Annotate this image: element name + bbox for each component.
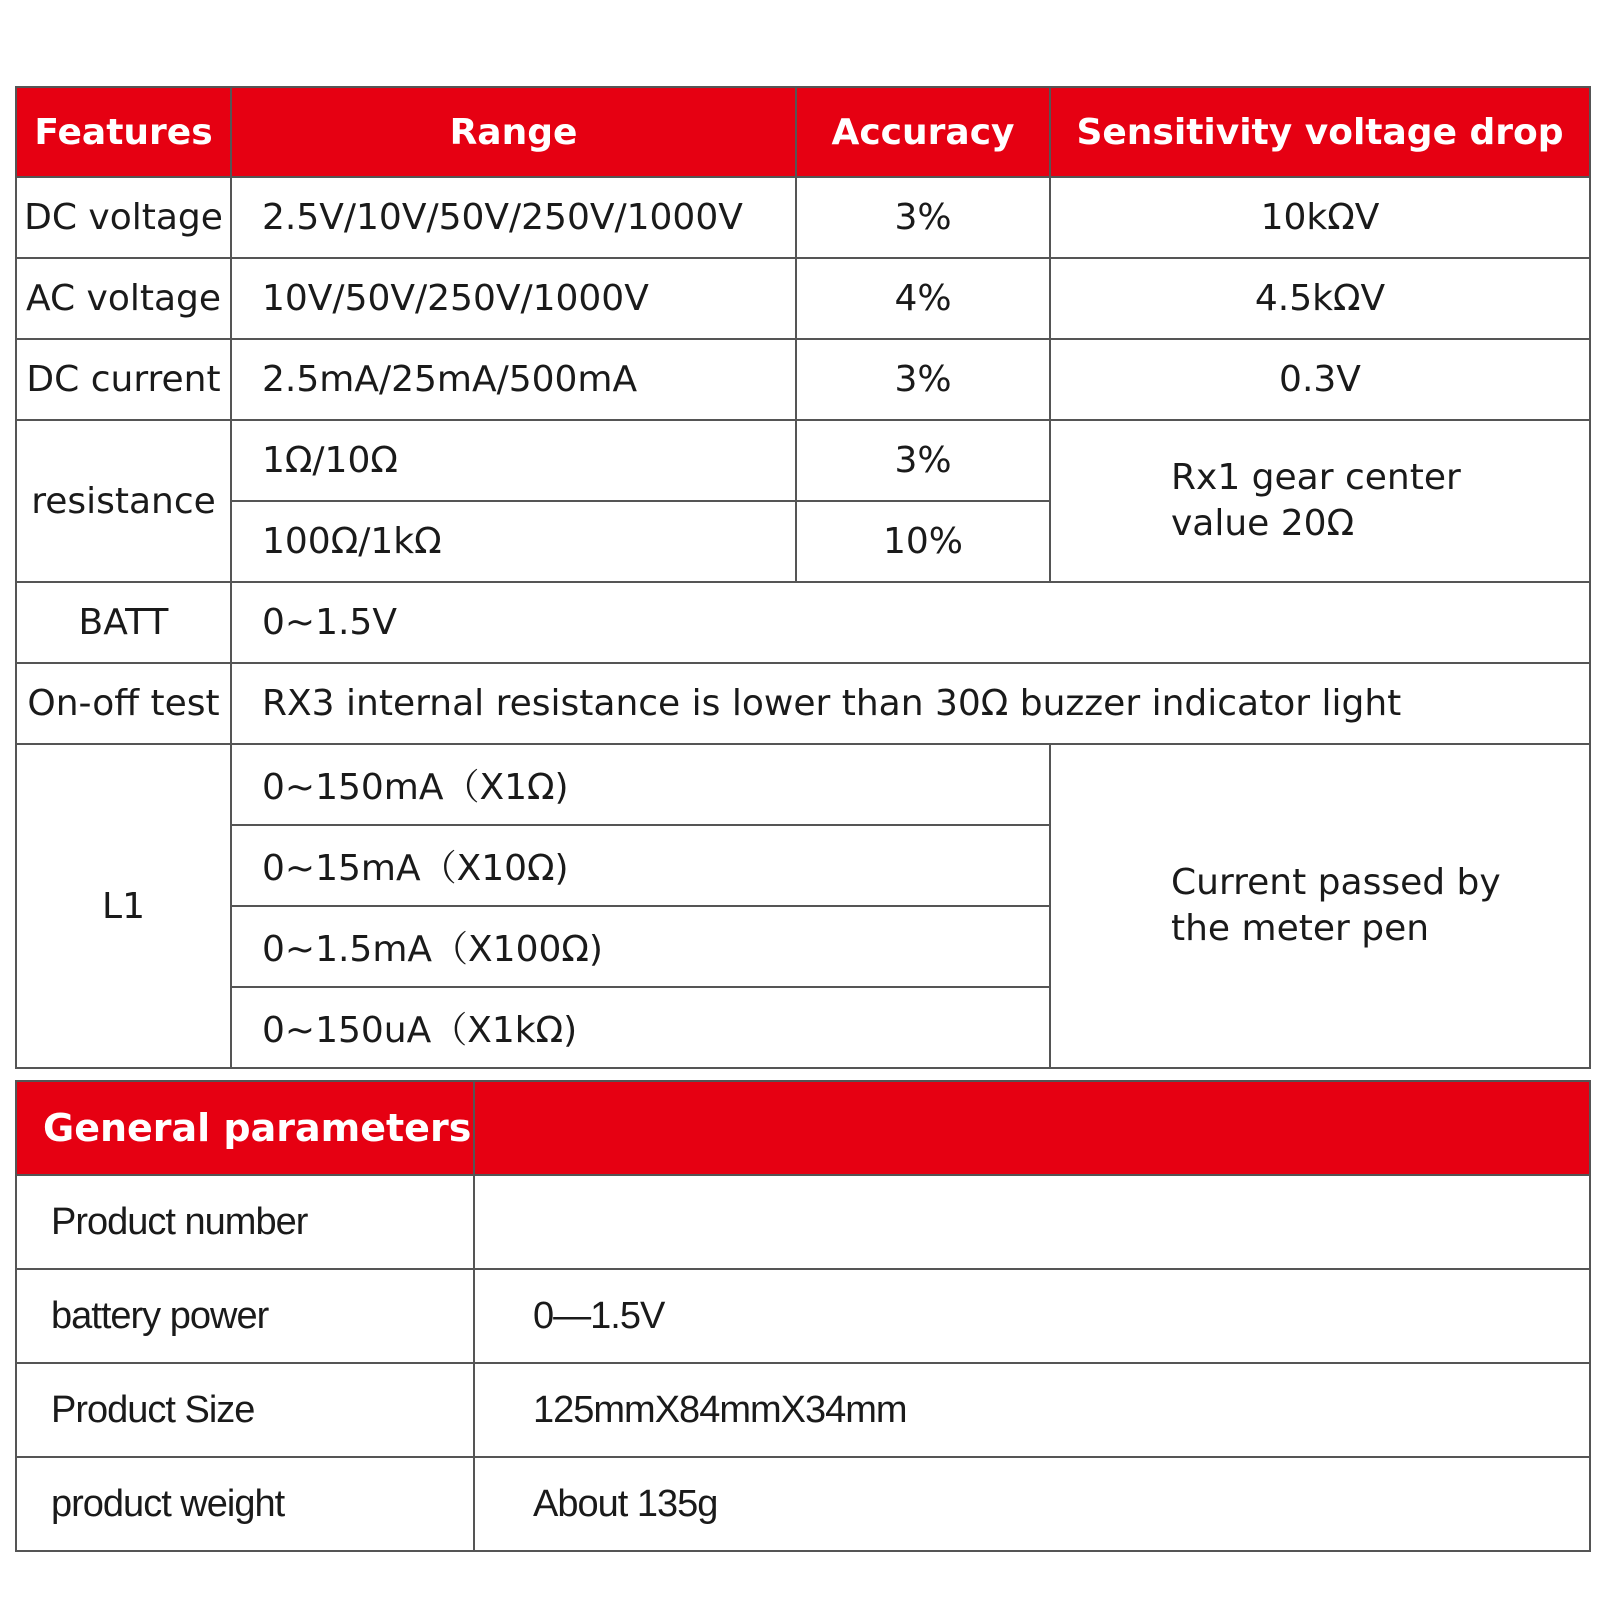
feature-cell: BATT: [16, 582, 231, 663]
range-cell: 0~15mA（X10Ω): [231, 825, 1050, 906]
table-row: [16, 663, 1590, 744]
general-header: General parameters: [16, 1081, 474, 1175]
table-row: [16, 1269, 1590, 1363]
range-cell: 2.5mA/25mA/500mA: [231, 339, 796, 420]
range-cell: 1Ω/10Ω: [231, 420, 796, 501]
header-range: Range: [231, 87, 796, 177]
accuracy-cell: 10%: [796, 501, 1050, 582]
sensitivity-cell: [1050, 420, 1590, 582]
table-row: [16, 1457, 1590, 1551]
general-table: [15, 1080, 1591, 1552]
table-row: [16, 258, 1590, 339]
sensitivity-cell: 4.5kΩV: [1050, 258, 1590, 339]
accuracy-cell: 4%: [796, 258, 1050, 339]
param-value: [474, 1175, 1590, 1269]
param-key: product weight: [16, 1457, 474, 1551]
spec-header-row: [16, 87, 1590, 177]
range-cell: RX3 internal resistance is lower than 30Ω buzzer indicator light: [231, 663, 1590, 744]
feature-cell: DC voltage: [16, 177, 231, 258]
table-row: [16, 339, 1590, 420]
feature-cell: resistance: [16, 420, 231, 582]
param-key: Product number: [16, 1175, 474, 1269]
param-value: About 135g: [474, 1457, 1590, 1551]
header-accuracy: Accuracy: [796, 87, 1050, 177]
range-cell: 10V/50V/250V/1000V: [231, 258, 796, 339]
accuracy-cell: 3%: [796, 177, 1050, 258]
note-line: the meter pen: [1171, 908, 1430, 949]
sensitivity-line: value 20Ω: [1171, 503, 1355, 544]
sensitivity-cell: 0.3V: [1050, 339, 1590, 420]
feature-cell: DC current: [16, 339, 231, 420]
range-cell: 0~1.5V: [231, 582, 1590, 663]
feature-cell: AC voltage: [16, 258, 231, 339]
accuracy-cell: 3%: [796, 420, 1050, 501]
header-features: Features: [16, 87, 231, 177]
feature-cell: On-off test: [16, 663, 231, 744]
spec-table: [15, 86, 1591, 1069]
range-cell: 0~150uA（X1kΩ): [231, 987, 1050, 1068]
range-cell: 0~150mA（X1Ω): [231, 744, 1050, 825]
note-line: Current passed by: [1171, 862, 1501, 903]
param-key: battery power: [16, 1269, 474, 1363]
table-row: [16, 744, 1590, 825]
note-cell: [1050, 744, 1590, 1068]
param-key: Product Size: [16, 1363, 474, 1457]
header-sensitivity: Sensitivity voltage drop: [1050, 87, 1590, 177]
range-cell: 2.5V/10V/50V/250V/1000V: [231, 177, 796, 258]
general-header-row: [16, 1081, 1590, 1175]
param-value: 0—1.5V: [474, 1269, 1590, 1363]
range-cell: 0~1.5mA（X100Ω): [231, 906, 1050, 987]
sensitivity-cell: 10kΩV: [1050, 177, 1590, 258]
table-row: [16, 177, 1590, 258]
table-row: [16, 1363, 1590, 1457]
accuracy-cell: 3%: [796, 339, 1050, 420]
table-row: [16, 582, 1590, 663]
general-header-blank: [474, 1081, 1590, 1175]
table-row: [16, 420, 1590, 501]
range-cell: 100Ω/1kΩ: [231, 501, 796, 582]
param-value: 125mmX84mmX34mm: [474, 1363, 1590, 1457]
feature-cell: L1: [16, 744, 231, 1068]
sensitivity-line: Rx1 gear center: [1171, 457, 1461, 498]
table-row: [16, 1175, 1590, 1269]
